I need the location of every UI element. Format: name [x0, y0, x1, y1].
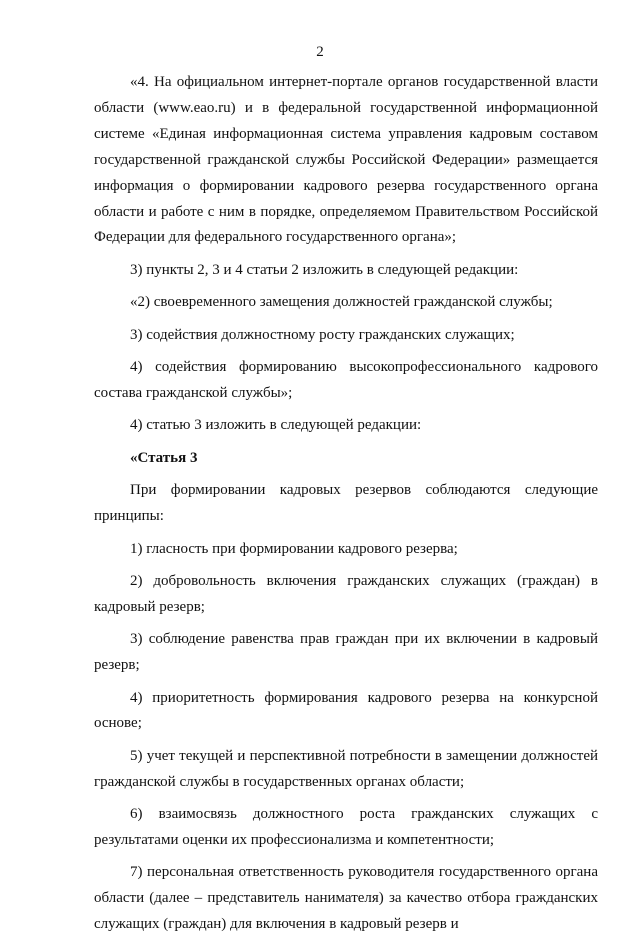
paragraph-point-2: «2) своевременного замещения должностей гражданской службы; — [130, 294, 553, 311]
paragraph-point-3: 3) содействия должностному росту гражданских служащих; — [130, 326, 515, 343]
principle-7: 7) персональная ответственность руководителя государственного органа области (далее – представитель нанимателя) за качество отбора гражданских служащих (граждан) для включения в кадровый резерв и — [94, 864, 598, 933]
paragraph-item-4-portal: «4. На официальном интернет-портале органов государственной власти области (www.eao.ru) и в федеральной государственной информационной системе «Единая информационная система управления кадровым составом государственной гражданской службы Российской Федерации» размещается информация о формировании кадрового резерва государственного органа области и работе с ним в порядке, определяемом Правительством Российской Федерации для федерального государственного органа»; — [94, 74, 598, 246]
principle-3: 3) соблюдение равенства прав граждан при их включении в кадровый резерв; — [94, 631, 598, 674]
paragraph-principles-intro: При формировании кадровых резервов соблюдаются следующие принципы: — [94, 482, 598, 525]
principle-2: 2) добровольность включения гражданских служащих (граждан) в кадровый резерв; — [94, 572, 598, 615]
article-3-heading: «Статья 3 — [130, 449, 198, 466]
page-number: 2 — [316, 44, 324, 60]
paragraph-amendment-3: 3) пункты 2, 3 и 4 статьи 2 изложить в следующей редакции: — [130, 261, 519, 278]
principle-6: 6) взаимосвязь должностного роста гражданских служащих с результатами оценки их профессионализма и компетентности; — [94, 806, 598, 849]
principle-1: 1) гласность при формировании кадрового резерва; — [130, 540, 458, 557]
paragraph-amendment-4: 4) статью 3 изложить в следующей редакции: — [130, 417, 422, 434]
document-body — [94, 70, 598, 938]
paragraph-point-4: 4) содействия формированию высокопрофессионального кадрового состава гражданской службы»; — [94, 359, 598, 401]
principle-5: 5) учет текущей и перспективной потребности в замещении должностей гражданской службы в государственных органах области; — [94, 747, 598, 790]
principle-4: 4) приоритетность формирования кадрового резерва на конкурсной основе; — [94, 689, 598, 732]
